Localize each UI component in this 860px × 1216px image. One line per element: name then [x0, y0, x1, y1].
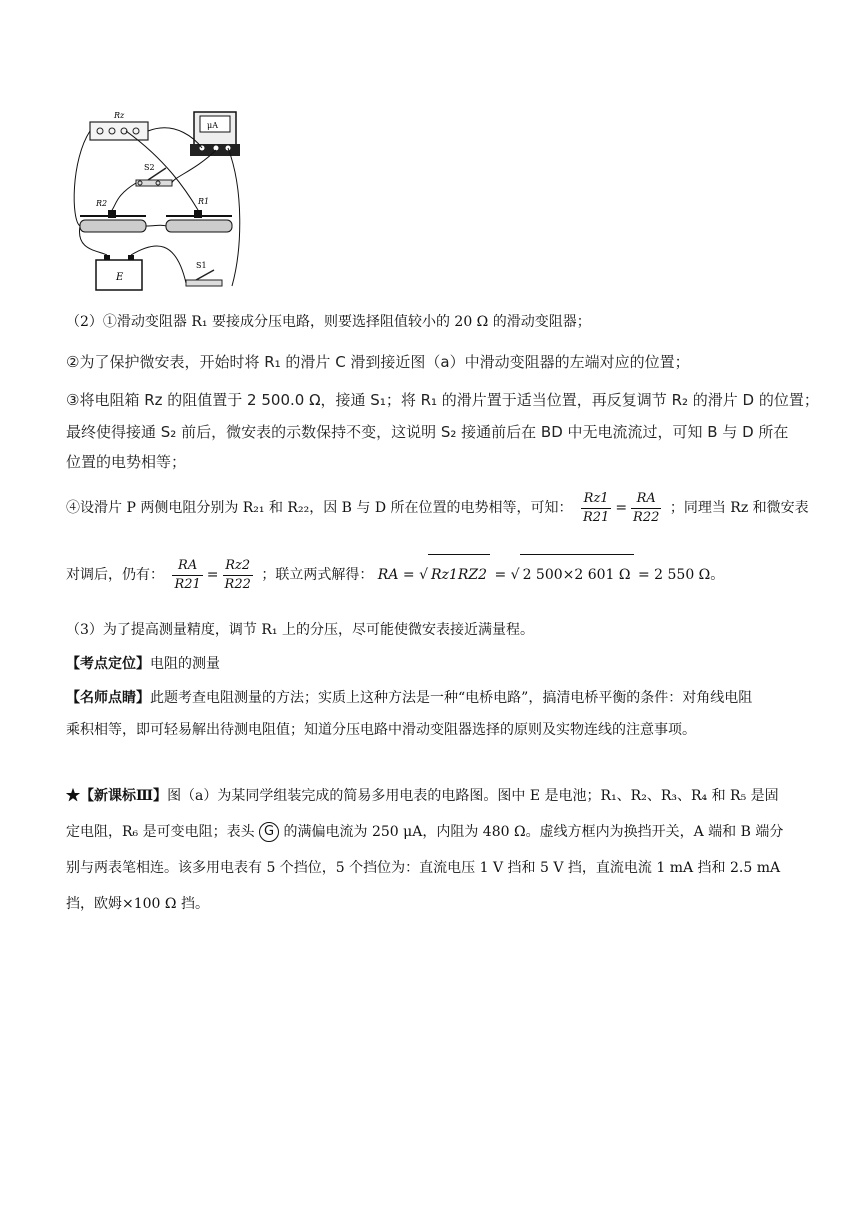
equation-equals: = [494, 567, 507, 583]
step-4a-suffix: ；同理当 Rz 和微安表 [669, 500, 809, 516]
fraction-denominator: R22 [633, 509, 660, 525]
problem-line-2 [66, 822, 783, 842]
problem-line-4: 挡，欧姆×100 Ω 挡。 [66, 896, 209, 912]
fraction-rz1-r21 [581, 490, 611, 527]
solution-step-2-3c: 位置的电势相等； [66, 453, 187, 471]
fraction-denominator: R22 [224, 576, 251, 592]
teacher-comment-text-1: 此题考查电阻测量的方法；实质上这种方法是一种“电桥电路”，搞清电桥平衡的条件：对角线电阻 [150, 690, 753, 706]
label-r1: R1 [198, 197, 210, 206]
label-meter: μA [207, 121, 218, 130]
equation-sqrt-2 [520, 554, 634, 595]
step-4b-prefix: 对调后，仍有： [66, 567, 164, 583]
problem-tag: 【新课标Ⅲ】 [80, 788, 168, 804]
fraction-numerator: RA [172, 557, 202, 576]
equation-result: = 2 550 Ω [637, 567, 711, 583]
equation-sqrt-2-text: 2 500×2 601 Ω [522, 567, 631, 583]
solution-step-2-2: ②为了保护微安表，开始时将 R₁ 的滑片 C 滑到接近图（a）中滑动变阻器的左端对应的位置； [66, 353, 690, 371]
circuit-diagram [66, 100, 246, 300]
knowledge-point [66, 654, 220, 674]
fraction-rz2-r22 [223, 557, 253, 594]
label-s2: S2 [144, 163, 155, 172]
equation-sqrt-1 [428, 554, 490, 595]
galvanometer-letter: G [264, 824, 275, 839]
label-e: E [116, 272, 124, 283]
teacher-comment-line-1 [66, 688, 752, 708]
solution-step-2-4a: ④设滑片 P 两侧电阻分别为 R₂₁ 和 R₂₂，因 B 与 D 所在位置的电势相等，可知： $\frac{Rz1}{R21}$ = $\frac{RA}{R22}$ ；同理当 Rz 和微安表 [66, 490, 809, 525]
fraction-denominator: R21 [174, 576, 201, 592]
label-r2: R2 [96, 199, 108, 208]
teacher-comment-line-2: 乘积相等，即可轻易解出待测电阻值；知道分压电路中滑动变阻器选择的原则及实物连线的注意事项。 [66, 722, 696, 738]
solution-step-2-4b: 对调后，仍有： $\frac{RA}{R21}$ = $\frac{Rz2}{R22}$ ；联立两式解得： RA = √ Rz1RZ2 = √ 2 500×2 601 Ω = 2 550 Ω。 [66, 554, 724, 595]
fraction-ra-r22 [631, 490, 661, 527]
galvanometer-icon [259, 822, 279, 842]
step-4a-prefix: ④设滑片 P 两侧电阻分别为 R₂₁ 和 R₂₂，因 B 与 D 所在位置的电势相等，可知： [66, 500, 573, 516]
teacher-comment-tag: 【名师点睛】 [66, 690, 150, 706]
solution-step-2-1: （2）①滑动变阻器 R₁ 要接成分压电路，则要选择阻值较小的 20 Ω 的滑动变阻器； [66, 314, 591, 330]
label-s1: S1 [196, 261, 207, 270]
problem-line-1 [66, 786, 779, 806]
fraction-numerator: RA [631, 490, 661, 509]
knowledge-point-text: 电阻的测量 [150, 656, 220, 672]
fraction-ra-r21 [172, 557, 202, 594]
solution-step-2-3a: ③将电阻箱 Rz 的阻值置于 2 500.0 Ω，接通 S₁；将 R₁ 的滑片置于适当位置，再反复调节 R₂ 的滑片 D 的位置； [66, 391, 819, 409]
knowledge-point-tag: 【考点定位】 [66, 656, 150, 672]
solution-step-3: （3）为了提高测量精度，调节 R₁ 上的分压，尽可能使微安表接近满量程。 [66, 622, 534, 638]
step-4b-mid: ；联立两式解得： [261, 567, 374, 583]
label-rz: Rz [114, 111, 125, 120]
equation-end: 。 [710, 567, 725, 583]
fraction-numerator: Rz1 [581, 490, 611, 509]
equation-sqrt-1-text: Rz1RZ2 [431, 567, 487, 583]
star-icon: ★ [66, 788, 80, 804]
problem-text-2-pre: 定电阻，R₆ 是可变电阻；表头 [66, 824, 255, 840]
fraction-numerator: Rz2 [223, 557, 253, 576]
problem-text-2-post: 的满偏电流为 250 μA，内阻为 480 Ω。虚线方框内为换挡开关，A 端和 B 端分 [283, 824, 784, 840]
fraction-denominator: R21 [582, 509, 610, 525]
problem-text-1: 图（a）为某同学组装完成的简易多用电表的电路图。图中 E 是电池；R₁、R₂、R₃、R₄ 和 R₅ 是固 [167, 788, 779, 804]
solution-step-2-3b: 最终使得接通 S₂ 前后，微安表的示数保持不变，这说明 S₂ 接通前后在 BD 中无电流流过，可知 B 与 D 所在 [66, 423, 789, 441]
equation-lhs: RA = [377, 567, 415, 583]
problem-line-3: 别与两表笔相连。该多用电表有 5 个挡位，5 个挡位为：直流电压 1 V 挡和 5 V 挡，直流电流 1 mA 挡和 2.5 mA [66, 860, 781, 876]
